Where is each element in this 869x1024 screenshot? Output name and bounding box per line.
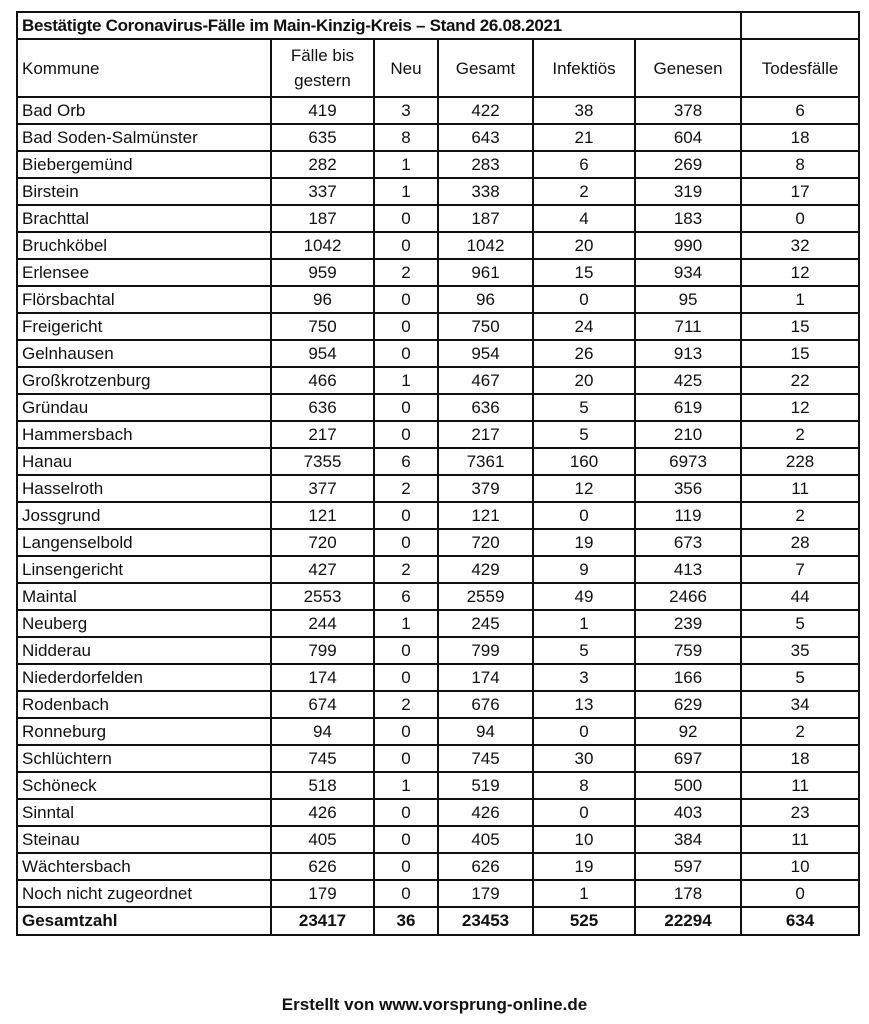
cell-faelle-bis-gestern: 405 (271, 826, 374, 853)
cell-infektioes: 0 (533, 502, 635, 529)
cell-kommune: Hammersbach (17, 421, 271, 448)
cell-todesfaelle: 1 (741, 286, 859, 313)
table-row (17, 448, 859, 475)
cell-faelle-bis-gestern: 635 (271, 124, 374, 151)
cell-gesamt: 750 (438, 313, 533, 340)
cell-genesen: 711 (635, 313, 741, 340)
cell-faelle-bis-gestern: 426 (271, 799, 374, 826)
covid-cases-table (16, 11, 860, 936)
covid-cases-table-container (16, 11, 858, 936)
cell-infektioes: 5 (533, 421, 635, 448)
cell-todesfaelle: 18 (741, 745, 859, 772)
cell-infektioes: 10 (533, 826, 635, 853)
total-cell-neu: 36 (374, 907, 438, 935)
column-header-kommune (17, 39, 271, 97)
cell-neu: 1 (374, 610, 438, 637)
cell-todesfaelle: 12 (741, 259, 859, 286)
cell-genesen: 425 (635, 367, 741, 394)
cell-todesfaelle: 5 (741, 610, 859, 637)
cell-kommune: Schöneck (17, 772, 271, 799)
cell-faelle-bis-gestern: 799 (271, 637, 374, 664)
cell-infektioes: 0 (533, 286, 635, 313)
cell-faelle-bis-gestern: 7355 (271, 448, 374, 475)
cell-gesamt: 799 (438, 637, 533, 664)
cell-genesen: 183 (635, 205, 741, 232)
cell-todesfaelle: 22 (741, 367, 859, 394)
cell-genesen: 166 (635, 664, 741, 691)
cell-neu: 0 (374, 637, 438, 664)
cell-kommune: Bad Soden-Salmünster (17, 124, 271, 151)
cell-kommune: Jossgrund (17, 502, 271, 529)
table-row (17, 502, 859, 529)
cell-genesen: 403 (635, 799, 741, 826)
column-header-gesamt (438, 39, 533, 97)
cell-neu: 0 (374, 286, 438, 313)
cell-gesamt: 676 (438, 691, 533, 718)
cell-genesen: 6973 (635, 448, 741, 475)
table-row (17, 367, 859, 394)
cell-faelle-bis-gestern: 518 (271, 772, 374, 799)
cell-neu: 0 (374, 853, 438, 880)
cell-neu: 3 (374, 97, 438, 124)
cell-faelle-bis-gestern: 1042 (271, 232, 374, 259)
cell-faelle-bis-gestern: 626 (271, 853, 374, 880)
cell-kommune: Linsengericht (17, 556, 271, 583)
cell-gesamt: 745 (438, 745, 533, 772)
cell-genesen: 604 (635, 124, 741, 151)
cell-faelle-bis-gestern: 745 (271, 745, 374, 772)
cell-faelle-bis-gestern: 377 (271, 475, 374, 502)
cell-neu: 1 (374, 367, 438, 394)
cell-kommune: Niederdorfelden (17, 664, 271, 691)
cell-todesfaelle: 10 (741, 853, 859, 880)
cell-kommune: Sinntal (17, 799, 271, 826)
cell-faelle-bis-gestern: 750 (271, 313, 374, 340)
cell-todesfaelle: 15 (741, 340, 859, 367)
cell-faelle-bis-gestern: 282 (271, 151, 374, 178)
cell-faelle-bis-gestern: 674 (271, 691, 374, 718)
cell-kommune: Maintal (17, 583, 271, 610)
cell-kommune: Nidderau (17, 637, 271, 664)
cell-todesfaelle: 2 (741, 718, 859, 745)
cell-infektioes: 24 (533, 313, 635, 340)
cell-infektioes: 49 (533, 583, 635, 610)
cell-neu: 0 (374, 718, 438, 745)
table-row (17, 772, 859, 799)
header-row (17, 39, 859, 97)
cell-infektioes: 2 (533, 178, 635, 205)
table-row (17, 259, 859, 286)
cell-kommune: Gründau (17, 394, 271, 421)
column-header-faelle-bis-gestern (271, 39, 374, 97)
cell-genesen: 2466 (635, 583, 741, 610)
cell-infektioes: 6 (533, 151, 635, 178)
cell-kommune: Biebergemünd (17, 151, 271, 178)
cell-infektioes: 1 (533, 880, 635, 907)
cell-genesen: 934 (635, 259, 741, 286)
cell-gesamt: 179 (438, 880, 533, 907)
cell-todesfaelle: 6 (741, 97, 859, 124)
cell-genesen: 384 (635, 826, 741, 853)
cell-kommune: Hasselroth (17, 475, 271, 502)
column-header-todesfaelle (741, 39, 859, 97)
cell-neu: 8 (374, 124, 438, 151)
cell-genesen: 913 (635, 340, 741, 367)
table-row (17, 880, 859, 907)
cell-faelle-bis-gestern: 720 (271, 529, 374, 556)
cell-faelle-bis-gestern: 174 (271, 664, 374, 691)
cell-infektioes: 8 (533, 772, 635, 799)
cell-todesfaelle: 7 (741, 556, 859, 583)
cell-gesamt: 519 (438, 772, 533, 799)
cell-faelle-bis-gestern: 419 (271, 97, 374, 124)
cell-kommune: Hanau (17, 448, 271, 475)
cell-infektioes: 1 (533, 610, 635, 637)
cell-neu: 0 (374, 529, 438, 556)
cell-genesen: 500 (635, 772, 741, 799)
table-row (17, 151, 859, 178)
table-row (17, 610, 859, 637)
cell-faelle-bis-gestern: 466 (271, 367, 374, 394)
table-row (17, 637, 859, 664)
cell-genesen: 990 (635, 232, 741, 259)
cell-neu: 1 (374, 151, 438, 178)
column-header-line: Infektiös (552, 58, 616, 78)
cell-infektioes: 21 (533, 124, 635, 151)
cell-neu: 0 (374, 313, 438, 340)
cell-gesamt: 429 (438, 556, 533, 583)
cell-neu: 2 (374, 475, 438, 502)
cell-neu: 0 (374, 232, 438, 259)
cell-todesfaelle: 44 (741, 583, 859, 610)
cell-todesfaelle: 5 (741, 664, 859, 691)
cell-genesen: 92 (635, 718, 741, 745)
cell-todesfaelle: 228 (741, 448, 859, 475)
cell-kommune: Langenselbold (17, 529, 271, 556)
table-row (17, 124, 859, 151)
cell-neu: 0 (374, 502, 438, 529)
cell-faelle-bis-gestern: 96 (271, 286, 374, 313)
cell-faelle-bis-gestern: 179 (271, 880, 374, 907)
total-cell-kommune: Gesamtzahl (17, 907, 271, 935)
cell-genesen: 119 (635, 502, 741, 529)
cell-kommune: Ronneburg (17, 718, 271, 745)
cell-gesamt: 283 (438, 151, 533, 178)
cell-todesfaelle: 2 (741, 421, 859, 448)
cell-todesfaelle: 2 (741, 502, 859, 529)
cell-kommune: Bad Orb (17, 97, 271, 124)
table-row (17, 664, 859, 691)
cell-neu: 0 (374, 664, 438, 691)
cell-infektioes: 12 (533, 475, 635, 502)
table-row (17, 718, 859, 745)
column-header-line: Gesamt (455, 58, 516, 78)
cell-genesen: 239 (635, 610, 741, 637)
cell-todesfaelle: 15 (741, 313, 859, 340)
cell-kommune: Bruchköbel (17, 232, 271, 259)
cell-kommune: Rodenbach (17, 691, 271, 718)
table-row (17, 313, 859, 340)
cell-todesfaelle: 17 (741, 178, 859, 205)
table-title: Bestätigte Coronavirus-Fälle im Main-Kinzig-Kreis – Stand 26.08.2021 (17, 12, 741, 39)
cell-gesamt: 467 (438, 367, 533, 394)
cell-todesfaelle: 28 (741, 529, 859, 556)
column-header-line: Kommune (22, 58, 100, 78)
cell-neu: 1 (374, 772, 438, 799)
table-row (17, 421, 859, 448)
table-row (17, 799, 859, 826)
table-row (17, 691, 859, 718)
cell-faelle-bis-gestern: 954 (271, 340, 374, 367)
total-cell-genesen: 22294 (635, 907, 741, 935)
cell-neu: 0 (374, 826, 438, 853)
cell-gesamt: 174 (438, 664, 533, 691)
cell-faelle-bis-gestern: 121 (271, 502, 374, 529)
cell-kommune: Noch nicht zugeordnet (17, 880, 271, 907)
cell-faelle-bis-gestern: 2553 (271, 583, 374, 610)
cell-genesen: 178 (635, 880, 741, 907)
cell-genesen: 597 (635, 853, 741, 880)
table-row (17, 286, 859, 313)
column-header-line: Genesen (653, 58, 723, 78)
cell-genesen: 697 (635, 745, 741, 772)
cell-infektioes: 20 (533, 232, 635, 259)
table-row (17, 826, 859, 853)
cell-kommune: Erlensee (17, 259, 271, 286)
cell-neu: 6 (374, 583, 438, 610)
cell-todesfaelle: 18 (741, 124, 859, 151)
cell-kommune: Neuberg (17, 610, 271, 637)
cell-gesamt: 217 (438, 421, 533, 448)
cell-gesamt: 96 (438, 286, 533, 313)
cell-todesfaelle: 23 (741, 799, 859, 826)
column-header-line: gestern (294, 71, 351, 90)
cell-genesen: 269 (635, 151, 741, 178)
cell-neu: 0 (374, 880, 438, 907)
cell-todesfaelle: 11 (741, 475, 859, 502)
cell-kommune: Freigericht (17, 313, 271, 340)
cell-gesamt: 954 (438, 340, 533, 367)
cell-todesfaelle: 34 (741, 691, 859, 718)
total-cell-gesamt: 23453 (438, 907, 533, 935)
table-row (17, 583, 859, 610)
total-row (17, 907, 859, 935)
cell-gesamt: 245 (438, 610, 533, 637)
cell-genesen: 759 (635, 637, 741, 664)
table-row (17, 97, 859, 124)
cell-genesen: 378 (635, 97, 741, 124)
cell-kommune: Steinau (17, 826, 271, 853)
column-header-line: Fälle bis (290, 46, 355, 65)
cell-todesfaelle: 32 (741, 232, 859, 259)
column-header-line: Neu (390, 58, 422, 78)
cell-kommune: Brachttal (17, 205, 271, 232)
cell-todesfaelle: 8 (741, 151, 859, 178)
cell-neu: 0 (374, 799, 438, 826)
cell-gesamt: 1042 (438, 232, 533, 259)
cell-faelle-bis-gestern: 217 (271, 421, 374, 448)
cell-infektioes: 15 (533, 259, 635, 286)
cell-neu: 0 (374, 205, 438, 232)
cell-faelle-bis-gestern: 959 (271, 259, 374, 286)
credit-footer: Erstellt von www.vorsprung-online.de (281, 995, 588, 1014)
cell-gesamt: 2559 (438, 583, 533, 610)
table-body (17, 97, 859, 935)
column-header-neu (374, 39, 438, 97)
cell-infektioes: 26 (533, 340, 635, 367)
table-row (17, 853, 859, 880)
cell-infektioes: 19 (533, 853, 635, 880)
cell-infektioes: 4 (533, 205, 635, 232)
title-row (17, 12, 859, 39)
cell-infektioes: 30 (533, 745, 635, 772)
cell-genesen: 629 (635, 691, 741, 718)
cell-gesamt: 379 (438, 475, 533, 502)
cell-faelle-bis-gestern: 427 (271, 556, 374, 583)
table-row (17, 394, 859, 421)
cell-gesamt: 422 (438, 97, 533, 124)
table-row (17, 205, 859, 232)
cell-faelle-bis-gestern: 244 (271, 610, 374, 637)
cell-gesamt: 94 (438, 718, 533, 745)
cell-faelle-bis-gestern: 636 (271, 394, 374, 421)
cell-gesamt: 626 (438, 853, 533, 880)
cell-todesfaelle: 35 (741, 637, 859, 664)
cell-kommune: Großkrotzenburg (17, 367, 271, 394)
cell-infektioes: 0 (533, 799, 635, 826)
cell-gesamt: 961 (438, 259, 533, 286)
total-cell-todesfaelle: 634 (741, 907, 859, 935)
cell-neu: 2 (374, 691, 438, 718)
cell-gesamt: 338 (438, 178, 533, 205)
cell-faelle-bis-gestern: 94 (271, 718, 374, 745)
total-cell-infektioes: 525 (533, 907, 635, 935)
cell-infektioes: 9 (533, 556, 635, 583)
cell-kommune: Gelnhausen (17, 340, 271, 367)
cell-genesen: 356 (635, 475, 741, 502)
cell-faelle-bis-gestern: 187 (271, 205, 374, 232)
cell-todesfaelle: 0 (741, 205, 859, 232)
cell-gesamt: 121 (438, 502, 533, 529)
cell-infektioes: 13 (533, 691, 635, 718)
cell-infektioes: 20 (533, 367, 635, 394)
cell-gesamt: 426 (438, 799, 533, 826)
table-row (17, 475, 859, 502)
cell-genesen: 673 (635, 529, 741, 556)
table-row (17, 745, 859, 772)
cell-infektioes: 5 (533, 394, 635, 421)
cell-todesfaelle: 12 (741, 394, 859, 421)
title-empty-cell (741, 12, 859, 39)
cell-genesen: 619 (635, 394, 741, 421)
cell-infektioes: 38 (533, 97, 635, 124)
cell-kommune: Wächtersbach (17, 853, 271, 880)
cell-neu: 0 (374, 394, 438, 421)
column-header-infektioes (533, 39, 635, 97)
cell-gesamt: 7361 (438, 448, 533, 475)
cell-faelle-bis-gestern: 337 (271, 178, 374, 205)
table-row (17, 556, 859, 583)
cell-infektioes: 19 (533, 529, 635, 556)
cell-gesamt: 720 (438, 529, 533, 556)
total-cell-faelle-bis-gestern: 23417 (271, 907, 374, 935)
cell-genesen: 95 (635, 286, 741, 313)
table-row (17, 340, 859, 367)
cell-infektioes: 0 (533, 718, 635, 745)
cell-infektioes: 5 (533, 637, 635, 664)
cell-todesfaelle: 11 (741, 826, 859, 853)
column-header-line: Todesfälle (761, 58, 839, 78)
cell-todesfaelle: 11 (741, 772, 859, 799)
cell-infektioes: 160 (533, 448, 635, 475)
cell-kommune: Flörsbachtal (17, 286, 271, 313)
cell-genesen: 319 (635, 178, 741, 205)
cell-neu: 1 (374, 178, 438, 205)
column-header-genesen (635, 39, 741, 97)
table-row (17, 232, 859, 259)
cell-neu: 2 (374, 556, 438, 583)
cell-neu: 0 (374, 340, 438, 367)
table-row (17, 529, 859, 556)
cell-infektioes: 3 (533, 664, 635, 691)
cell-gesamt: 636 (438, 394, 533, 421)
cell-kommune: Birstein (17, 178, 271, 205)
cell-gesamt: 643 (438, 124, 533, 151)
cell-gesamt: 405 (438, 826, 533, 853)
cell-neu: 0 (374, 745, 438, 772)
cell-neu: 6 (374, 448, 438, 475)
cell-neu: 2 (374, 259, 438, 286)
cell-neu: 0 (374, 421, 438, 448)
cell-genesen: 413 (635, 556, 741, 583)
cell-gesamt: 187 (438, 205, 533, 232)
cell-kommune: Schlüchtern (17, 745, 271, 772)
cell-genesen: 210 (635, 421, 741, 448)
cell-todesfaelle: 0 (741, 880, 859, 907)
table-row (17, 178, 859, 205)
